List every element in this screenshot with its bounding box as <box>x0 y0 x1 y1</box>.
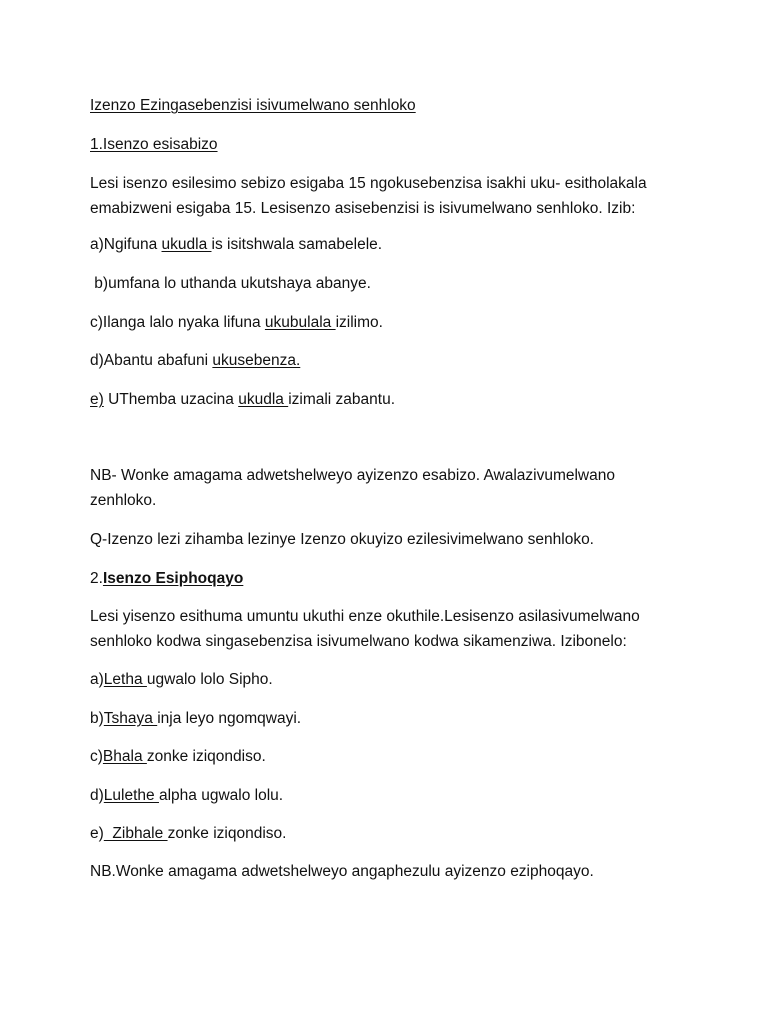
example-label: d) <box>90 787 104 804</box>
section-2-example-d <box>90 783 690 808</box>
example-text: alpha ugwalo lolu. <box>158 787 284 804</box>
underlined-verb: ukusebenza. <box>212 352 301 369</box>
example-text: ugwalo lolo Sipho. <box>146 671 273 688</box>
section-1-nb-line-2: zenhloko. <box>90 492 157 509</box>
underlined-verb: ukudla <box>238 391 289 408</box>
example-text: izimali zabantu. <box>288 391 396 408</box>
example-label: a) <box>90 671 104 688</box>
section-2-nb-line: NB.Wonke amagama adwetshelweyo angaphezulu ayizenzo eziphoqayo. <box>90 863 594 880</box>
section-2-example-c <box>90 744 690 769</box>
section-1-heading: 1.Isenzo esisabizo <box>90 136 218 153</box>
underlined-verb: Lulethe <box>103 787 159 804</box>
section-1-example-d <box>90 348 690 373</box>
section-2-example-b <box>90 706 690 731</box>
section-2-heading <box>90 566 690 591</box>
underlined-verb: Tshaya <box>103 710 158 727</box>
example-text: is isitshwala samabelele. <box>211 236 383 253</box>
example-text: inja leyo ngomqwayi. <box>157 710 302 727</box>
section-1-example-b <box>90 271 690 296</box>
example-label: b) <box>90 710 104 727</box>
section-2-title: Isenzo Esiphoqayo <box>102 570 244 587</box>
example-label: c) <box>90 748 103 765</box>
example-label: e) <box>90 825 104 842</box>
document-title: Izenzo Ezingasebenzisi isivumelwano senhloko <box>90 97 416 114</box>
section-1-example-e <box>90 387 690 412</box>
section-number: 2. <box>90 570 103 587</box>
section-1-example-a <box>90 232 690 257</box>
section-1-intro-line-1: Lesi isenzo esilesimo sebizo esigaba 15 ngokusebenzisa isakhi uku- esitholakala <box>90 175 647 192</box>
example-text: c)Ilanga lalo nyaka lifuna <box>90 314 265 331</box>
section-1-q-line: Q-Izenzo lezi zihamba lezinye Izenzo okuyizo ezilesivimelwano senhloko. <box>90 531 594 548</box>
underlined-verb: ukubulala <box>264 314 336 331</box>
example-text: b)umfana lo uthanda ukutshaya abanye. <box>90 275 371 292</box>
section-1-intro-line-2: emabizweni esigaba 15. Lesisenzo asisebenzisi is isivumelwano senhloko. Izib: <box>90 200 636 217</box>
section-2-example-e <box>90 821 690 846</box>
example-text: d)Abantu abafuni <box>90 352 213 369</box>
underlined-verb: Zibhale <box>103 825 168 842</box>
underlined-label: e) <box>90 391 104 408</box>
underlined-verb: Letha <box>103 671 147 688</box>
example-text: UThemba uzacina <box>103 391 239 408</box>
underlined-verb: Bhala <box>102 748 147 765</box>
example-text: izilimo. <box>335 314 383 331</box>
section-2-example-a <box>90 667 690 692</box>
section-1-example-c <box>90 310 690 335</box>
example-text: zonke iziqondiso. <box>146 748 266 765</box>
section-2-intro-line-1: Lesi yisenzo esithuma umuntu ukuthi enze okuthile.Lesisenzo asilasivumelwano <box>90 608 640 625</box>
section-2-intro-line-2: senhloko kodwa singasebenzisa isivumelwano kodwa sikamenziwa. Izibonelo: <box>90 633 627 650</box>
section-1-nb-line-1: NB- Wonke amagama adwetshelweyo ayizenzo esabizo. Awalazivumelwano <box>90 467 615 484</box>
example-text: zonke iziqondiso. <box>167 825 287 842</box>
example-text: a)Ngifuna <box>90 236 162 253</box>
underlined-verb: ukudla <box>161 236 212 253</box>
